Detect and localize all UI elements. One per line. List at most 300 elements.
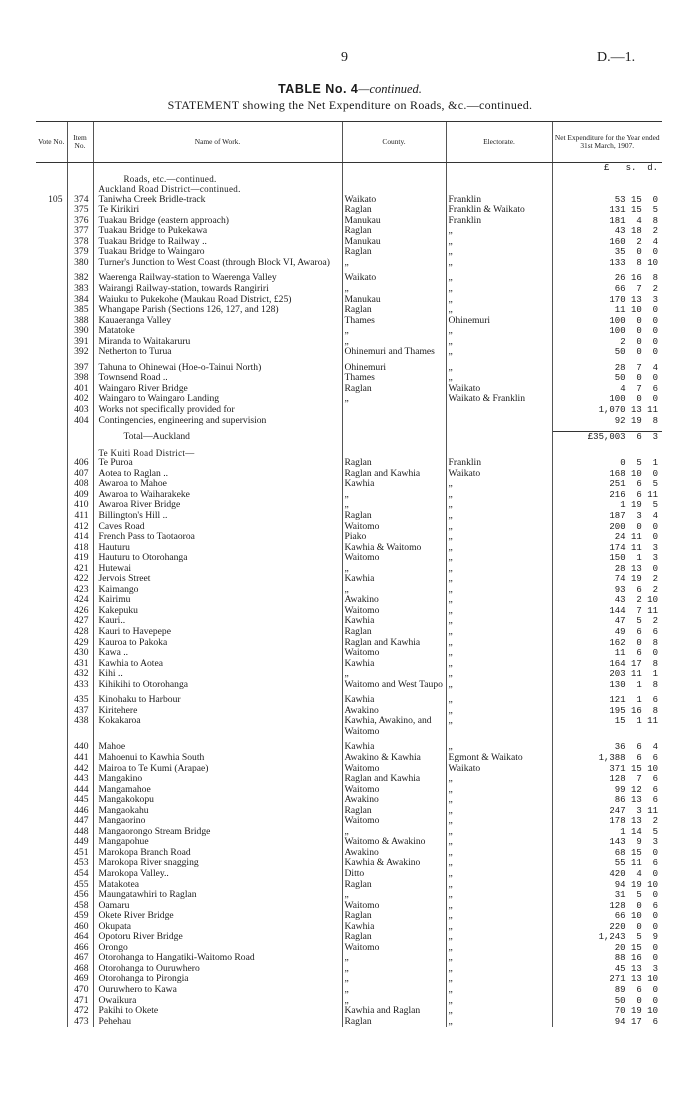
net-expenditure: 168 10 0 [552,469,662,480]
county: Raglan [342,806,446,817]
work-name: Whangape Parish (Sections 126, 127, and 128) [93,305,342,316]
county: Waitomo and West Taupo [342,680,446,691]
vote-number [36,205,67,216]
table-row [36,363,662,374]
work-name: Kauri.. [93,616,342,627]
net-expenditure: 371 15 10 [552,764,662,775]
work-name: Owaikura [93,996,342,1007]
item-number: 431 [67,659,93,670]
item-number: 402 [67,394,93,405]
item-number: 446 [67,806,93,817]
item-number: 460 [67,922,93,933]
net-expenditure: 170 13 3 [552,295,662,306]
work-name: Mangaorongo Stream Bridge [93,827,342,838]
item-number: 472 [67,1006,93,1017]
electorate: Egmont & Waikato [446,753,552,764]
vote-number [36,816,67,827]
item-number: 385 [67,305,93,316]
electorate: „ [446,848,552,859]
item-number: 418 [67,543,93,554]
table-row [36,500,662,511]
net-expenditure: 195 16 8 [552,706,662,717]
table-row [36,511,662,522]
vote-number [36,638,67,649]
net-expenditure: 100 0 0 [552,316,662,327]
table-row [36,869,662,880]
work-name: Tuakau Bridge to Railway .. [93,237,342,248]
item-number: 380 [67,258,93,269]
table-row [36,247,662,258]
net-expenditure: 11 6 0 [552,648,662,659]
county: Waitomo & Awakino [342,837,446,848]
vote-number [36,669,67,680]
vote-number [36,922,67,933]
item-number: 408 [67,479,93,490]
district-heading: Auckland Road District—continued. [93,184,342,195]
net-expenditure: 160 2 4 [552,237,662,248]
table-row [36,522,662,533]
empty-cell [67,184,93,195]
county: „ [342,500,446,511]
electorate: „ [446,858,552,869]
table-row [36,659,662,670]
vote-number [36,974,67,985]
net-expenditure: 47 5 2 [552,616,662,627]
electorate: „ [446,932,552,943]
empty-cell [342,432,446,443]
electorate: „ [446,659,552,670]
item-number: 455 [67,880,93,891]
work-name: Mangaokahu [93,806,342,817]
table-row [36,680,662,691]
vote-number [36,606,67,617]
item-number: 427 [67,616,93,627]
empty-cell [67,432,93,443]
net-expenditure: 55 11 6 [552,858,662,869]
item-number: 382 [67,273,93,284]
col-net-expenditure: Net Expenditure for the Year ended 31st March, 1907. [552,122,662,163]
table-row [36,922,662,933]
net-expenditure: 1,388 6 6 [552,753,662,764]
table-row [36,490,662,501]
table-row [36,469,662,480]
work-name: Otorohanga to Pirongia [93,974,342,985]
net-expenditure: 1 19 5 [552,500,662,511]
net-expenditure: 89 6 0 [552,985,662,996]
item-number: 469 [67,974,93,985]
net-expenditure: 200 0 0 [552,522,662,533]
electorate: „ [446,347,552,358]
item-number: 411 [67,511,93,522]
table-row [36,543,662,554]
item-number: 451 [67,848,93,859]
vote-number [36,680,67,691]
table-row [36,774,662,785]
vote-number [36,616,67,627]
work-name: Mangaorino [93,816,342,827]
item-number: 428 [67,627,93,638]
expenditure-table [36,121,662,1027]
county: Thames [342,316,446,327]
work-name: Tuakau Bridge to Waingaro [93,247,342,258]
item-number: 392 [67,347,93,358]
item-number: 374 [67,195,93,206]
net-expenditure: 53 15 0 [552,195,662,206]
net-expenditure: 420 4 0 [552,869,662,880]
table-title-continued: —continued. [358,82,422,96]
table-row [36,638,662,649]
electorate: „ [446,511,552,522]
net-expenditure: 133 8 10 [552,258,662,269]
work-name: Waingaro River Bridge [93,384,342,395]
table-row [36,337,662,348]
electorate: „ [446,669,552,680]
work-name: Mairoa to Te Kumi (Arapae) [93,764,342,775]
table-row [36,669,662,680]
county: Kawhia [342,574,446,585]
electorate: Waikato [446,764,552,775]
net-expenditure: 88 16 0 [552,953,662,964]
net-expenditure: 216 6 11 [552,490,662,501]
table-row [36,205,662,216]
vote-number [36,953,67,964]
item-number: 421 [67,564,93,575]
vote-number [36,996,67,1007]
electorate: „ [446,337,552,348]
electorate: „ [446,638,552,649]
vote-number [36,363,67,374]
work-name: Kauri to Havepepe [93,627,342,638]
vote-number [36,932,67,943]
vote-number [36,585,67,596]
electorate: „ [446,742,552,753]
net-expenditure: 31 5 0 [552,890,662,901]
vote-number [36,627,67,638]
county: Waitomo [342,522,446,533]
table-row [36,1006,662,1017]
table-row [36,1017,662,1028]
table-row [36,964,662,975]
item-number: 464 [67,932,93,943]
net-expenditure: 50 0 0 [552,996,662,1007]
work-name: Okupata [93,922,342,933]
table-row [36,880,662,891]
item-number: 412 [67,522,93,533]
item-number: 376 [67,216,93,227]
electorate: „ [446,911,552,922]
electorate: „ [446,522,552,533]
item-number: 471 [67,996,93,1007]
electorate: „ [446,237,552,248]
electorate: Waikato [446,469,552,480]
empty-cell [342,163,446,174]
net-expenditure: 68 15 0 [552,848,662,859]
vote-number [36,753,67,764]
work-name: Awaroa to Waiharakeke [93,490,342,501]
county: Raglan [342,511,446,522]
table-row [36,316,662,327]
work-name: Marokopa Branch Road [93,848,342,859]
net-expenditure: 251 6 5 [552,479,662,490]
net-expenditure: 26 16 8 [552,273,662,284]
table-row [36,585,662,596]
work-name: Otorohanga to Ouruwhero [93,964,342,975]
table-row [36,273,662,284]
vote-number [36,237,67,248]
county: Kawhia [342,695,446,706]
vote-number [36,284,67,295]
work-name: Kauroa to Pakoka [93,638,342,649]
electorate: „ [446,680,552,691]
empty-cell [67,163,93,174]
net-expenditure: 94 17 6 [552,1017,662,1028]
table-row [36,226,662,237]
col-county: County. [342,122,446,163]
net-expenditure: 50 0 0 [552,347,662,358]
county: Waikato [342,273,446,284]
table-row [36,911,662,922]
vote-number [36,394,67,405]
county: Waitomo [342,943,446,954]
section-heading-row [36,174,662,185]
work-name: Mangakino [93,774,342,785]
item-number: 397 [67,363,93,374]
table-row [36,606,662,617]
district-heading-row [36,448,662,459]
net-expenditure: 99 12 6 [552,785,662,796]
net-expenditure: 15 1 11 [552,716,662,737]
work-name: Kokakaroa [93,716,342,737]
county: Raglan [342,1017,446,1028]
empty-cell [342,184,446,195]
net-expenditure: 271 13 10 [552,974,662,985]
net-expenditure: 130 1 8 [552,680,662,691]
item-number: 454 [67,869,93,880]
item-number: 414 [67,532,93,543]
county: „ [342,890,446,901]
table-row [36,932,662,943]
work-name: Te Puroa [93,458,342,469]
vote-number [36,1006,67,1017]
county [342,416,446,427]
vote-number [36,305,67,316]
county: Raglan and Kawhia [342,774,446,785]
electorate: „ [446,985,552,996]
county: Raglan [342,880,446,891]
item-number: 377 [67,226,93,237]
vote-number [36,458,67,469]
vote-number [36,964,67,975]
work-name: Kihikihi to Otorohanga [93,680,342,691]
net-expenditure: 203 11 1 [552,669,662,680]
vote-number [36,469,67,480]
vote-number [36,695,67,706]
item-number: 401 [67,384,93,395]
county: „ [342,985,446,996]
net-expenditure: 28 13 0 [552,564,662,575]
vote-number [36,553,67,564]
vote-number [36,1017,67,1028]
work-name: Caves Road [93,522,342,533]
empty-cell [36,163,67,174]
item-number: 398 [67,373,93,384]
empty-cell [36,174,67,185]
net-expenditure: 11 10 0 [552,305,662,316]
item-number: 459 [67,911,93,922]
item-number: 375 [67,205,93,216]
work-name: Maungatawhiri to Raglan [93,890,342,901]
net-expenditure: 144 7 11 [552,606,662,617]
electorate: „ [446,479,552,490]
item-number: 443 [67,774,93,785]
net-expenditure: 131 15 5 [552,205,662,216]
net-expenditure: 128 0 6 [552,901,662,912]
electorate: „ [446,953,552,964]
electorate: „ [446,574,552,585]
county: Waitomo [342,901,446,912]
work-name: Contingencies, engineering and supervision [93,416,342,427]
vote-number [36,479,67,490]
table-row [36,553,662,564]
table-row [36,347,662,358]
electorate: „ [446,627,552,638]
col-name: Name of Work. [93,122,342,163]
county: Awakino [342,795,446,806]
table-subtitle: STATEMENT showing the Net Expenditure on Roads, &c.—continued. [167,98,533,112]
vote-number: 105 [48,194,63,205]
vote-number [36,500,67,511]
table-row [36,574,662,585]
county: Kawhia [342,479,446,490]
net-expenditure: 92 19 8 [552,416,662,427]
county: Manukau [342,216,446,227]
vote-number [36,774,67,785]
county: Raglan [342,226,446,237]
col-vote: Vote No. [36,122,67,163]
table-row [36,974,662,985]
work-name: Tahuna to Ohinewai (Hoe-o-Tainui North) [93,363,342,374]
item-number: 468 [67,964,93,975]
electorate: „ [446,500,552,511]
electorate: „ [446,553,552,564]
electorate: Franklin [446,216,552,227]
item-number: 424 [67,595,93,606]
county: „ [342,394,446,405]
net-expenditure: 4 7 6 [552,384,662,395]
empty-cell [36,448,67,459]
table-row [36,384,662,395]
work-name: Tuakau Bridge to Pukekawa [93,226,342,237]
vote-number [36,706,67,717]
electorate: „ [446,490,552,501]
county: „ [342,585,446,596]
work-name: Kihi .. [93,669,342,680]
county: Awakino [342,848,446,859]
item-number: 432 [67,669,93,680]
county: „ [342,337,446,348]
item-number: 444 [67,785,93,796]
net-expenditure: 66 10 0 [552,911,662,922]
county: Raglan [342,911,446,922]
electorate: „ [446,827,552,838]
electorate: „ [446,532,552,543]
electorate [446,416,552,427]
vote-number [36,716,67,737]
table-title-main: TABLE No. 4 [278,82,359,96]
work-name: Mangakokopu [93,795,342,806]
table-row [36,284,662,295]
electorate: „ [446,880,552,891]
electorate: „ [446,295,552,306]
electorate: „ [446,816,552,827]
electorate: „ [446,890,552,901]
vote-number [36,416,67,427]
net-expenditure: 36 6 4 [552,742,662,753]
electorate: „ [446,922,552,933]
electorate: „ [446,837,552,848]
col-electorate: Electorate. [446,122,552,163]
electorate: „ [446,606,552,617]
table-row [36,943,662,954]
county: Manukau [342,237,446,248]
net-expenditure: 187 3 4 [552,511,662,522]
work-name: Awaroa to Mahoe [93,479,342,490]
district-heading-row [36,184,662,195]
county: Awakino & Kawhia [342,753,446,764]
county: Kawhia [342,616,446,627]
table-row [36,816,662,827]
electorate: „ [446,284,552,295]
item-number: 440 [67,742,93,753]
work-name: Jervois Street [93,574,342,585]
net-expenditure: 100 0 0 [552,326,662,337]
vote-number [36,522,67,533]
empty-cell [342,448,446,459]
work-name: Mangamahoe [93,785,342,796]
county: „ [342,284,446,295]
electorate: „ [446,373,552,384]
electorate: „ [446,305,552,316]
net-expenditure: 247 3 11 [552,806,662,817]
county: Waitomo [342,764,446,775]
item-number: 404 [67,416,93,427]
district-heading: Te Kuiti Road District— [93,448,342,459]
table-row [36,953,662,964]
county: „ [342,974,446,985]
table-row [36,695,662,706]
work-name: Orongo [93,943,342,954]
table-row [36,216,662,227]
item-number: 409 [67,490,93,501]
county: Kawhia [342,659,446,670]
county: „ [342,564,446,575]
county: Kawhia & Awakino [342,858,446,869]
electorate: „ [446,258,552,269]
empty-cell [446,432,552,443]
county: Raglan [342,247,446,258]
county: Kawhia and Raglan [342,1006,446,1017]
county: Waitomo [342,816,446,827]
county: Raglan and Kawhia [342,638,446,649]
electorate: „ [446,943,552,954]
vote-number [36,532,67,543]
item-number: 391 [67,337,93,348]
county: „ [342,326,446,337]
net-expenditure: 28 7 4 [552,363,662,374]
vote-number [36,574,67,585]
empty-cell [67,448,93,459]
electorate: „ [446,785,552,796]
